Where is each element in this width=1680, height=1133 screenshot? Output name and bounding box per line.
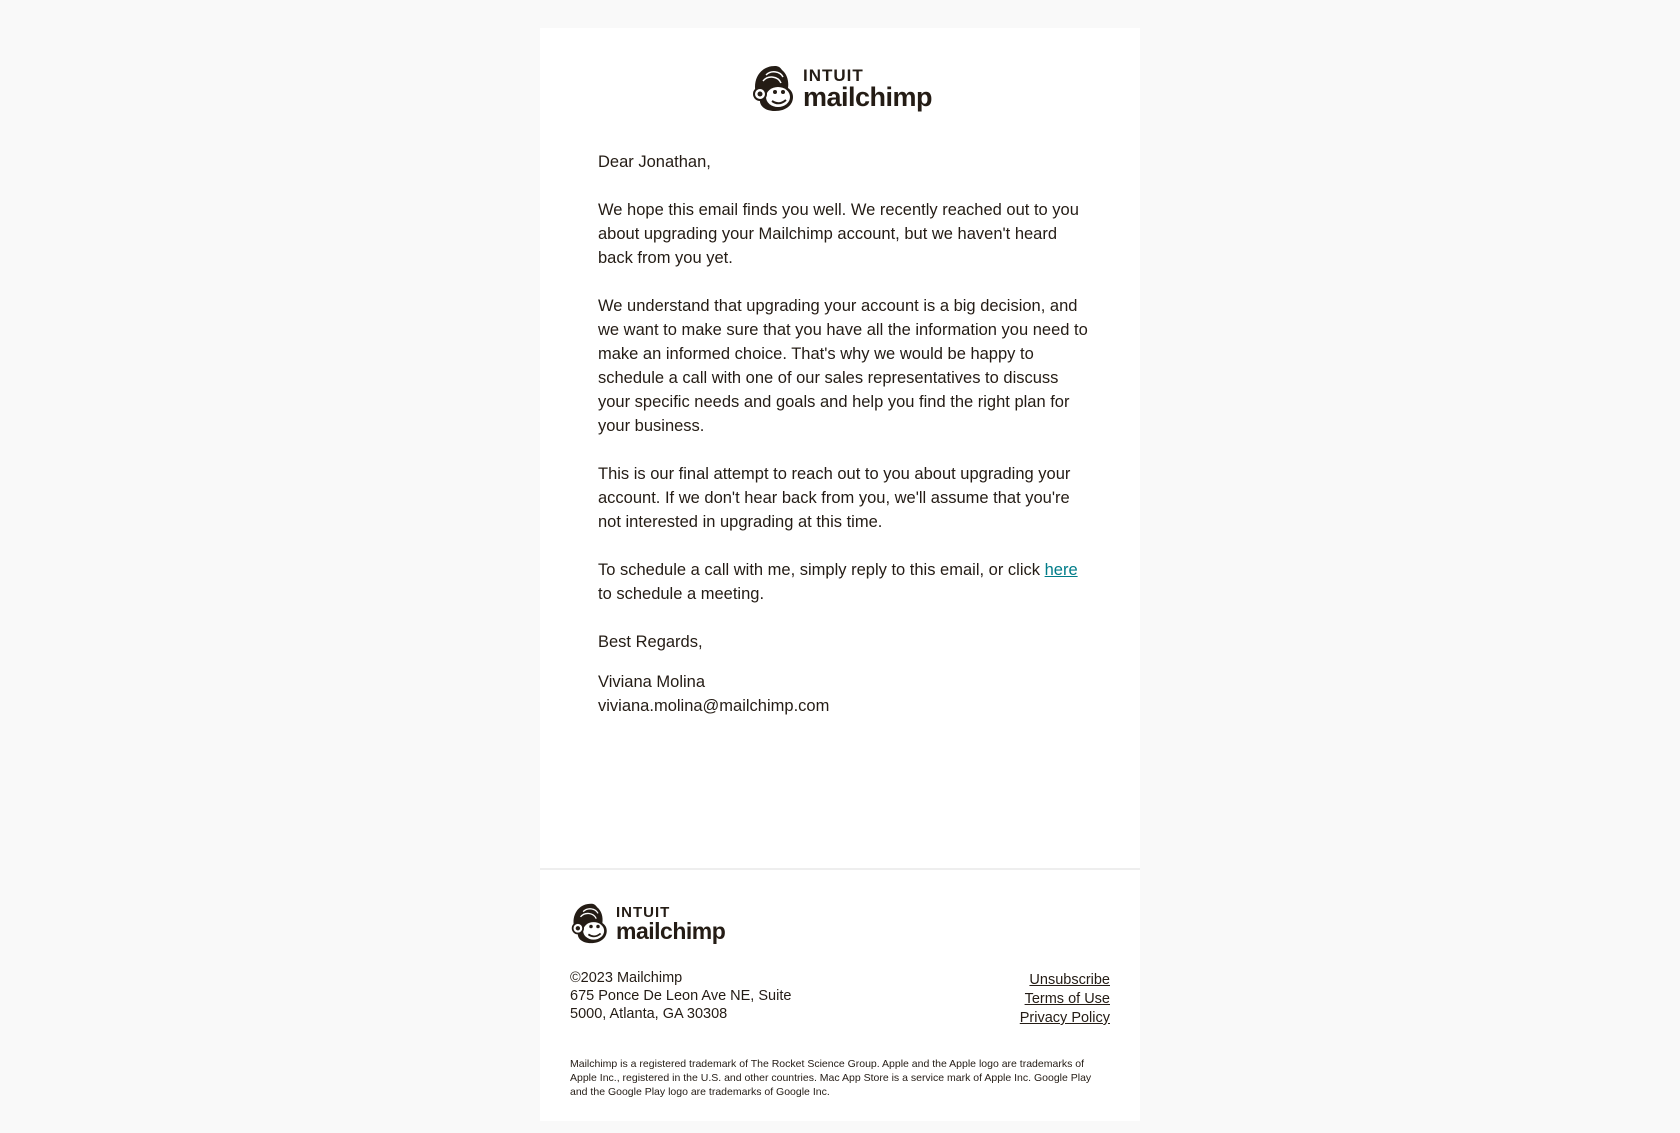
terms-of-use-link[interactable]: Terms of Use — [1024, 991, 1110, 1007]
schedule-meeting-link[interactable]: here — [1044, 561, 1078, 579]
freddie-monkey-icon — [751, 63, 799, 113]
paragraph-final-attempt: This is our final attempt to reach out to you about upgrading your account. If we don't hear back from you, we'll assume that you're not interested in upgrading at this time. — [598, 465, 1071, 531]
email-body — [598, 150, 1090, 718]
unsubscribe-link[interactable]: Unsubscribe — [1029, 972, 1110, 988]
cta-prefix: To schedule a call with me, simply reply to this email, or click — [598, 561, 1040, 579]
paragraph-cta — [598, 558, 1090, 606]
header-logo — [751, 63, 932, 113]
footer-links — [1020, 971, 1110, 1028]
logo-mailchimp-text: mailchimp — [616, 917, 726, 944]
logo-intuit-text: INTUIT — [803, 65, 864, 85]
logo-intuit-text: INTUIT — [616, 903, 671, 921]
legal-disclaimer: Mailchimp is a registered trademark of The Rocket Science Group. Apple and the Apple logo are trademarks of Apple Inc., registered in the U.S. and other countries. Mac App Store is a service mark of Apple Inc. Google Play and the Google Play logo are trademarks of Google Inc. — [570, 1058, 1092, 1098]
email-container — [540, 28, 1140, 1121]
cta-suffix: to schedule a meeting. — [598, 585, 765, 603]
signature-name: Viviana Molina — [598, 673, 706, 691]
paragraph-decision: We understand that upgrading your account is a big decision, and we want to make sure that you have all the information you need to make an informed choice. That's why we would be happy to schedule a call with one of our sales representatives to discuss your specific needs and goals and help you find the right plan for your business. — [598, 297, 1088, 435]
signature-email: viviana.molina@mailchimp.com — [598, 697, 830, 715]
freddie-monkey-icon — [570, 901, 612, 945]
paragraph-followup: We hope this email finds you well. We recently reached out to you about upgrading your Mailchimp account, but we haven't heard back from you yet. — [598, 201, 1079, 267]
closing: Best Regards, — [598, 633, 703, 651]
footer-address-block — [570, 969, 800, 1023]
footer-divider — [540, 868, 1140, 870]
footer-logo — [570, 901, 725, 945]
postal-address: 675 Ponce De Leon Ave NE, Suite 5000, Atlanta, GA 30308 — [570, 988, 792, 1022]
mailchimp-wordmark — [616, 905, 725, 942]
greeting: Dear Jonathan, — [598, 153, 711, 171]
logo-mailchimp-text: mailchimp — [803, 81, 933, 112]
copyright-text: ©2023 Mailchimp — [570, 970, 683, 986]
privacy-policy-link[interactable]: Privacy Policy — [1019, 1010, 1110, 1026]
mailchimp-wordmark — [803, 67, 932, 110]
